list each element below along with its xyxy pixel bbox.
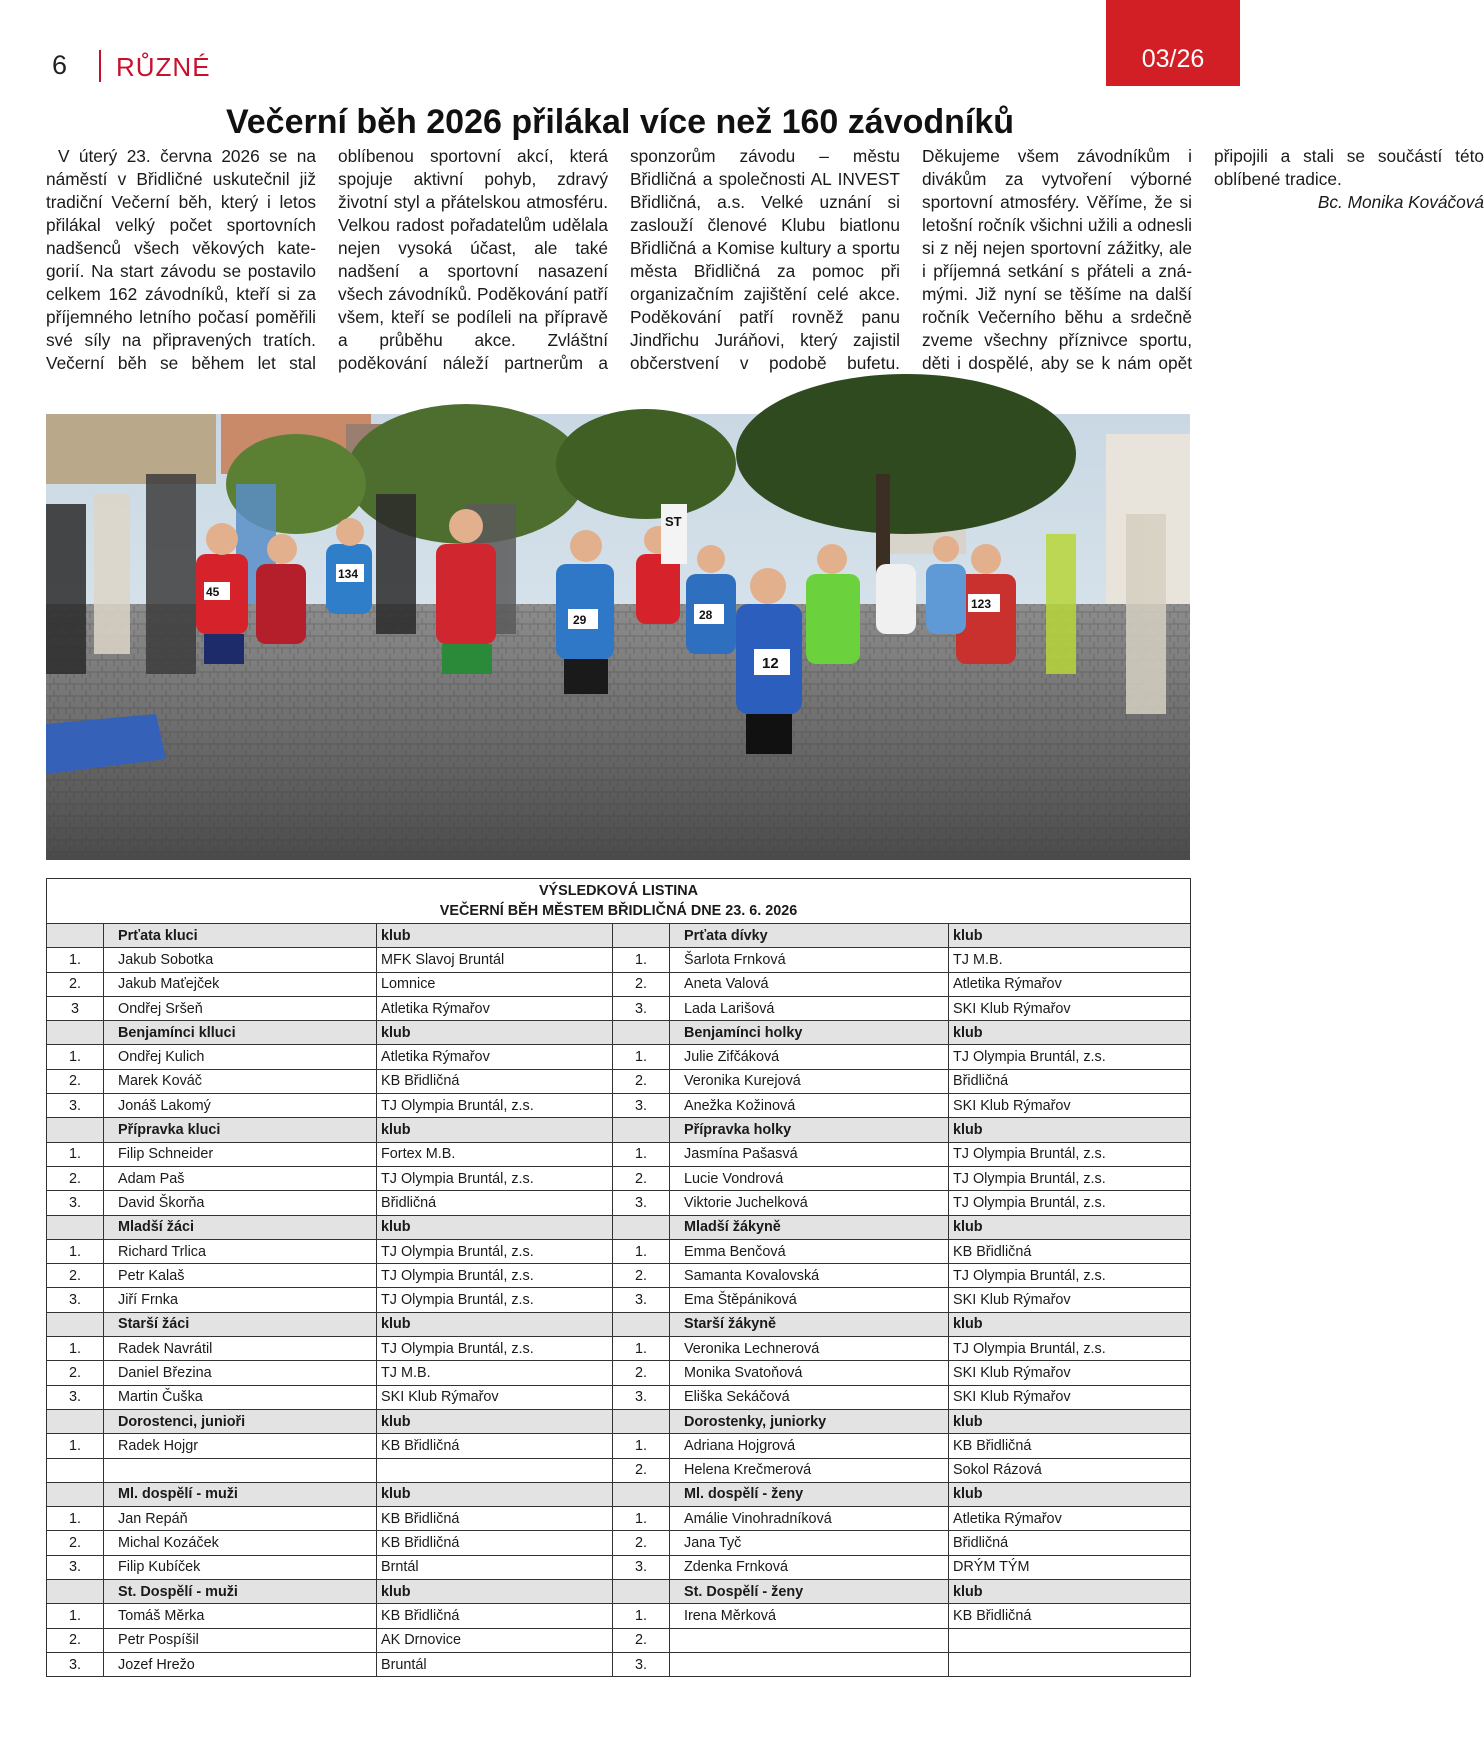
cell-l-name: Ondřej Kulich xyxy=(104,1045,377,1069)
cell-r-club: Sokol Rázová xyxy=(949,1458,1191,1482)
cell-l-num: 3. xyxy=(47,1652,104,1676)
cell-l-name: David Škorňa xyxy=(104,1191,377,1215)
cell-r-name: Dorostenky, juniorky xyxy=(670,1409,949,1433)
cell-r-num xyxy=(613,1312,670,1336)
cell-l-club: KB Břidličná xyxy=(377,1531,613,1555)
cell-r-name: Lucie Vondrová xyxy=(670,1166,949,1190)
cell-l-num: 1. xyxy=(47,1434,104,1458)
cell-r-name: Prťata dívky xyxy=(670,924,949,948)
cell-l-num: 3. xyxy=(47,1094,104,1118)
cell-r-num: 3. xyxy=(613,1191,670,1215)
cell-l-club: KB Břidličná xyxy=(377,1604,613,1628)
cell-l-num: 2. xyxy=(47,972,104,996)
category-row xyxy=(47,1312,1191,1336)
cell-l-num xyxy=(47,924,104,948)
cell-l-club: klub xyxy=(377,1482,613,1506)
table-row xyxy=(47,1507,1191,1531)
cell-r-club: Břidličná xyxy=(949,1531,1191,1555)
cell-r-club: klub xyxy=(949,1118,1191,1142)
cell-l-num: 3. xyxy=(47,1555,104,1579)
cell-l-num xyxy=(47,1118,104,1142)
cell-l-name: Mladší žáci xyxy=(104,1215,377,1239)
results-table xyxy=(46,878,1191,1677)
cell-l-num xyxy=(47,1215,104,1239)
cell-l-num xyxy=(47,1580,104,1604)
cell-r-name: Viktorie Juchelková xyxy=(670,1191,949,1215)
cell-l-name: Radek Hojgr xyxy=(104,1434,377,1458)
cell-r-num: 1. xyxy=(613,1045,670,1069)
cell-r-num: 2. xyxy=(613,1361,670,1385)
cell-r-num: 3. xyxy=(613,1094,670,1118)
cell-r-num: 2. xyxy=(613,972,670,996)
cell-l-num: 1. xyxy=(47,1507,104,1531)
cell-r-club: Břidličná xyxy=(949,1069,1191,1093)
cell-l-name: Dorostenci, junioři xyxy=(104,1409,377,1433)
cell-r-name: Mladší žákyně xyxy=(670,1215,949,1239)
cell-r-num: 1. xyxy=(613,1337,670,1361)
cell-r-num: 1. xyxy=(613,1507,670,1531)
category-row xyxy=(47,1215,1191,1239)
cell-r-club: klub xyxy=(949,1580,1191,1604)
table-row xyxy=(47,1652,1191,1676)
cell-r-club: SKI Klub Rýmařov xyxy=(949,996,1191,1020)
cell-r-num xyxy=(613,1021,670,1045)
cell-l-num: 3. xyxy=(47,1385,104,1409)
cell-l-name: Adam Paš xyxy=(104,1166,377,1190)
cell-l-name: Filip Kubíček xyxy=(104,1555,377,1579)
cell-r-name: Aneta Valová xyxy=(670,972,949,996)
cell-r-name: Anežka Kožinová xyxy=(670,1094,949,1118)
cell-r-club xyxy=(949,1628,1191,1652)
cell-l-club: klub xyxy=(377,1021,613,1045)
cell-l-club: Lomnice xyxy=(377,972,613,996)
cell-r-name: Eliška Sekáčová xyxy=(670,1385,949,1409)
cell-r-club: Atletika Rýmařov xyxy=(949,972,1191,996)
cell-r-name: Monika Svatoňová xyxy=(670,1361,949,1385)
cell-l-num: 1. xyxy=(47,1142,104,1166)
svg-text:ST: ST xyxy=(665,514,682,529)
cell-r-name: Lada Larišová xyxy=(670,996,949,1020)
cell-l-club: TJ Olympia Bruntál, z.s. xyxy=(377,1264,613,1288)
article-text: V úterý 23. června 2026 se na náměstí v Břidličné uskutečnil již tradiční Večerní běh, který i letos přilákal velký počet sportovních nadšenců všech věkových kategorií. Na start závodu se postavilo celkem 162 závodníků, kteří si za příjemného letního počasí poměřili své síly na připravených tratích. Večerní běh se během let stal oblíbenou sportovní akcí, která spojuje aktivní pohyb, zdravý životní styl a přátelskou atmosféru. Velkou radost pořadatelům udělala nejen vysoká účast, ale také nadšení a sportovní nasazení všech závodníků. Poděkování patří všem, kteří se podíleli na přípravě a průběhu akce. Zvláštní poděkování náleží partnerům a sponzorům závodu – městu Břidličná a společnosti AL INVEST Břidličná, a.s. Velké uznání si zaslouží členové Klubu biatlonu Břidličná a Komise kultury a sportu města Břidličná za pomoc při organizačním zajištění celé akce. Poděkování patří rovněž panu Jindřichu Juráňovi, který zajistil občerstvení v podobě bufetu. Děkujeme všem závodníkům i divákům za vytvoření výborné sportovní atmosféry. Věříme, že si letošní ročník všichni užili a odnesli si z něj nejen sportovní zážitky, ale i příjemná setkání s přáteli a známými. Již nyní se těšíme na další ročník Večerního běhu a srdečně zveme všechny příznivce sportu, děti i dospělé, aby se k nám opět připojili a stali se součástí této oblíbené tradice. xyxy=(46,146,1484,373)
table-row xyxy=(47,972,1191,996)
cell-r-club: SKI Klub Rýmařov xyxy=(949,1361,1191,1385)
cell-r-num: 1. xyxy=(613,1239,670,1263)
cell-r-club: TJ Olympia Bruntál, z.s. xyxy=(949,1264,1191,1288)
cell-r-num xyxy=(613,1580,670,1604)
race-photo xyxy=(46,414,1190,860)
cell-l-num: 3. xyxy=(47,1288,104,1312)
table-row xyxy=(47,948,1191,972)
cell-l-club: klub xyxy=(377,1580,613,1604)
cell-l-club: Atletika Rýmařov xyxy=(377,996,613,1020)
table-row xyxy=(47,1604,1191,1628)
cell-r-name: Jasmína Pašasvá xyxy=(670,1142,949,1166)
cell-r-name: Ml. dospělí - ženy xyxy=(670,1482,949,1506)
cell-r-name: Adriana Hojgrová xyxy=(670,1434,949,1458)
cell-r-name: Irena Měrková xyxy=(670,1604,949,1628)
cell-r-num xyxy=(613,1409,670,1433)
cell-r-name: Amálie Vinohradníková xyxy=(670,1507,949,1531)
table-row xyxy=(47,1337,1191,1361)
category-row xyxy=(47,1118,1191,1142)
cell-l-name: Filip Schneider xyxy=(104,1142,377,1166)
svg-text:45: 45 xyxy=(206,585,220,599)
cell-l-name xyxy=(104,1458,377,1482)
cell-r-num: 2. xyxy=(613,1166,670,1190)
cell-r-name: Benjamínci holky xyxy=(670,1021,949,1045)
cell-r-num xyxy=(613,1118,670,1142)
cell-l-num: 2. xyxy=(47,1361,104,1385)
cell-l-name: Jan Repáň xyxy=(104,1507,377,1531)
cell-l-club: SKI Klub Rýmařov xyxy=(377,1385,613,1409)
svg-text:12: 12 xyxy=(762,655,779,672)
cell-l-name: Ondřej Sršeň xyxy=(104,996,377,1020)
cell-r-club: klub xyxy=(949,1409,1191,1433)
table-row xyxy=(47,1555,1191,1579)
cell-l-club: KB Břidličná xyxy=(377,1069,613,1093)
cell-l-num: 1. xyxy=(47,1045,104,1069)
cell-r-club: SKI Klub Rýmařov xyxy=(949,1094,1191,1118)
cell-r-num: 2. xyxy=(613,1264,670,1288)
cell-r-club: KB Břidličná xyxy=(949,1239,1191,1263)
table-row xyxy=(47,1191,1191,1215)
cell-r-club: KB Břidličná xyxy=(949,1434,1191,1458)
cell-r-club: TJ Olympia Bruntál, z.s. xyxy=(949,1166,1191,1190)
cell-r-club: DRÝM TÝM xyxy=(949,1555,1191,1579)
cell-l-club: Bruntál xyxy=(377,1652,613,1676)
table-row xyxy=(47,1385,1191,1409)
cell-l-name: Jiří Frnka xyxy=(104,1288,377,1312)
cell-l-club: TJ Olympia Bruntál, z.s. xyxy=(377,1166,613,1190)
cell-l-name: Marek Kováč xyxy=(104,1069,377,1093)
cell-r-num: 1. xyxy=(613,1142,670,1166)
cell-l-num: 3 xyxy=(47,996,104,1020)
cell-l-name: Starší žáci xyxy=(104,1312,377,1336)
page-number: 6 xyxy=(52,50,68,80)
cell-l-club: MFK Slavoj Bruntál xyxy=(377,948,613,972)
table-row xyxy=(47,1434,1191,1458)
cell-r-club: klub xyxy=(949,1482,1191,1506)
table-row xyxy=(47,1628,1191,1652)
cell-r-num: 1. xyxy=(613,1434,670,1458)
table-row xyxy=(47,1531,1191,1555)
cell-l-name: St. Dospělí - muži xyxy=(104,1580,377,1604)
table-row xyxy=(47,1288,1191,1312)
cell-l-club: TJ Olympia Bruntál, z.s. xyxy=(377,1239,613,1263)
cell-r-club: TJ Olympia Bruntál, z.s. xyxy=(949,1337,1191,1361)
table-row xyxy=(47,1142,1191,1166)
cell-l-club: klub xyxy=(377,924,613,948)
cell-r-club: TJ Olympia Bruntál, z.s. xyxy=(949,1045,1191,1069)
category-row xyxy=(47,1580,1191,1604)
section-title: RŮZNÉ xyxy=(116,52,211,82)
table-row xyxy=(47,1069,1191,1093)
cell-r-num: 3. xyxy=(613,996,670,1020)
cell-r-club: klub xyxy=(949,1312,1191,1336)
cell-r-num xyxy=(613,1215,670,1239)
results-title-row xyxy=(47,879,1191,924)
cell-r-name: Veronika Kurejová xyxy=(670,1069,949,1093)
cell-l-num xyxy=(47,1458,104,1482)
table-row xyxy=(47,1458,1191,1482)
cell-r-club: TJ Olympia Bruntál, z.s. xyxy=(949,1191,1191,1215)
cell-l-name: Radek Navrátil xyxy=(104,1337,377,1361)
cell-l-club: TJ Olympia Bruntál, z.s. xyxy=(377,1288,613,1312)
cell-l-num xyxy=(47,1312,104,1336)
issue-number: 03/26 xyxy=(1141,45,1205,73)
cell-l-name: Jozef Hrežo xyxy=(104,1652,377,1676)
cell-l-club: TJ Olympia Bruntál, z.s. xyxy=(377,1337,613,1361)
cell-l-club: AK Drnovice xyxy=(377,1628,613,1652)
article-body xyxy=(46,145,1484,395)
article-author: Bc. Monika Kováčová xyxy=(1317,192,1484,212)
cell-l-num: 2. xyxy=(47,1069,104,1093)
cell-l-name: Jonáš Lakomý xyxy=(104,1094,377,1118)
cell-l-name: Martin Čuška xyxy=(104,1385,377,1409)
cell-l-name: Richard Trlica xyxy=(104,1239,377,1263)
cell-r-name: Přípravka holky xyxy=(670,1118,949,1142)
cell-l-name: Přípravka kluci xyxy=(104,1118,377,1142)
cell-r-num: 3. xyxy=(613,1555,670,1579)
cell-r-name: Samanta Kovalovská xyxy=(670,1264,949,1288)
cell-l-name: Petr Kalaš xyxy=(104,1264,377,1288)
cell-l-num: 1. xyxy=(47,948,104,972)
table-row xyxy=(47,1361,1191,1385)
cell-r-name: Ema Štěpániková xyxy=(670,1288,949,1312)
cell-r-club: SKI Klub Rýmařov xyxy=(949,1288,1191,1312)
cell-r-name xyxy=(670,1628,949,1652)
cell-r-num: 3. xyxy=(613,1288,670,1312)
cell-r-name: Šarlota Frnková xyxy=(670,948,949,972)
cell-r-club: TJ Olympia Bruntál, z.s. xyxy=(949,1142,1191,1166)
cell-r-num: 2. xyxy=(613,1458,670,1482)
cell-l-num: 2. xyxy=(47,1166,104,1190)
cell-r-name: Emma Benčová xyxy=(670,1239,949,1263)
cell-l-club: Fortex M.B. xyxy=(377,1142,613,1166)
cell-r-club: Atletika Rýmařov xyxy=(949,1507,1191,1531)
cell-l-club: KB Břidličná xyxy=(377,1507,613,1531)
category-row xyxy=(47,1482,1191,1506)
table-row xyxy=(47,1239,1191,1263)
cell-l-club: Brntál xyxy=(377,1555,613,1579)
cell-r-name: Starší žákyně xyxy=(670,1312,949,1336)
cell-l-num: 2. xyxy=(47,1531,104,1555)
svg-text:123: 123 xyxy=(971,597,992,611)
results-title-line1: VÝSLEDKOVÁ LISTINA xyxy=(538,883,699,899)
cell-r-num: 2. xyxy=(613,1628,670,1652)
table-row xyxy=(47,1166,1191,1190)
cell-l-num: 3. xyxy=(47,1191,104,1215)
cell-l-name: Jakub Maťejček xyxy=(104,972,377,996)
cell-l-name: Daniel Březina xyxy=(104,1361,377,1385)
cell-l-num: 2. xyxy=(47,1264,104,1288)
cell-l-num xyxy=(47,1409,104,1433)
table-row xyxy=(47,1094,1191,1118)
cell-l-club: klub xyxy=(377,1215,613,1239)
cell-l-name: Tomáš Měrka xyxy=(104,1604,377,1628)
cell-r-name xyxy=(670,1652,949,1676)
cell-l-num xyxy=(47,1482,104,1506)
cell-r-name: Julie Zifčáková xyxy=(670,1045,949,1069)
cell-l-name: Petr Pospíšil xyxy=(104,1628,377,1652)
svg-text:28: 28 xyxy=(699,608,713,622)
cell-r-club: TJ M.B. xyxy=(949,948,1191,972)
cell-l-club xyxy=(377,1458,613,1482)
cell-r-club: SKI Klub Rýmařov xyxy=(949,1385,1191,1409)
cell-l-name: Ml. dospělí - muži xyxy=(104,1482,377,1506)
cell-l-num: 1. xyxy=(47,1604,104,1628)
cell-r-name: Veronika Lechnerová xyxy=(670,1337,949,1361)
cell-r-num: 2. xyxy=(613,1531,670,1555)
header-divider xyxy=(99,50,101,82)
cell-r-club: klub xyxy=(949,924,1191,948)
cell-r-name: St. Dospělí - ženy xyxy=(670,1580,949,1604)
table-row xyxy=(47,1264,1191,1288)
article-headline: Večerní běh 2026 přilákal více než 160 závodníků xyxy=(225,103,1015,141)
cell-l-name: Benjamínci klluci xyxy=(104,1021,377,1045)
table-row xyxy=(47,1045,1191,1069)
cell-r-name: Helena Krečmerová xyxy=(670,1458,949,1482)
cell-l-club: klub xyxy=(377,1118,613,1142)
svg-text:29: 29 xyxy=(573,613,587,627)
cell-r-num: 3. xyxy=(613,1652,670,1676)
category-row xyxy=(47,1409,1191,1433)
cell-l-name: Prťata kluci xyxy=(104,924,377,948)
cell-l-num: 1. xyxy=(47,1337,104,1361)
cell-r-num: 2. xyxy=(613,1069,670,1093)
category-row xyxy=(47,924,1191,948)
cell-l-name: Michal Kozáček xyxy=(104,1531,377,1555)
cell-l-club: TJ M.B. xyxy=(377,1361,613,1385)
cell-r-name: Zdenka Frnková xyxy=(670,1555,949,1579)
cell-r-club: klub xyxy=(949,1215,1191,1239)
cell-l-num: 2. xyxy=(47,1628,104,1652)
cell-l-num xyxy=(47,1021,104,1045)
cell-r-num xyxy=(613,924,670,948)
cell-r-name: Jana Tyč xyxy=(670,1531,949,1555)
cell-r-club xyxy=(949,1652,1191,1676)
results-title xyxy=(47,879,1191,924)
cell-l-club: Atletika Rýmařov xyxy=(377,1045,613,1069)
cell-r-num: 1. xyxy=(613,948,670,972)
cell-l-num: 1. xyxy=(47,1239,104,1263)
cell-r-num: 1. xyxy=(613,1604,670,1628)
cell-l-club: klub xyxy=(377,1409,613,1433)
issue-badge xyxy=(1106,0,1240,86)
svg-text:134: 134 xyxy=(338,567,359,581)
cell-l-club: KB Břidličná xyxy=(377,1434,613,1458)
cell-r-num: 3. xyxy=(613,1385,670,1409)
cell-l-club: Břidličná xyxy=(377,1191,613,1215)
cell-l-name: Jakub Sobotka xyxy=(104,948,377,972)
cell-r-club: KB Břidličná xyxy=(949,1604,1191,1628)
results-title-line2: VEČERNÍ BĚH MĚSTEM BŘIDLIČNÁ DNE 23. 6. 2026 xyxy=(439,903,798,919)
cell-l-club: klub xyxy=(377,1312,613,1336)
cell-r-num xyxy=(613,1482,670,1506)
table-row xyxy=(47,996,1191,1020)
cell-r-club: klub xyxy=(949,1021,1191,1045)
cell-l-club: TJ Olympia Bruntál, z.s. xyxy=(377,1094,613,1118)
photo-race-start-icon xyxy=(46,414,1190,860)
category-row xyxy=(47,1021,1191,1045)
